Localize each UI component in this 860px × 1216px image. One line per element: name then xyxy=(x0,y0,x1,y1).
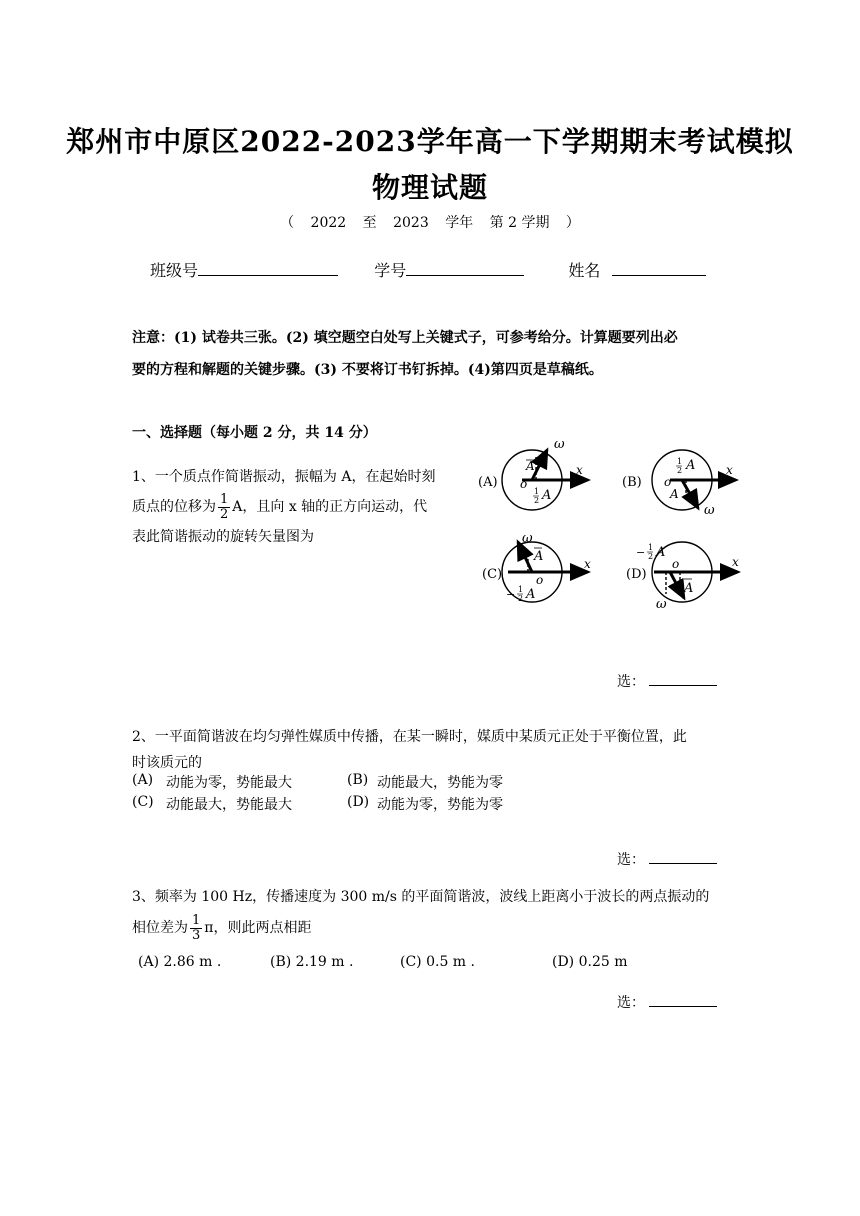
term-open: （ xyxy=(280,215,295,231)
svg-text:2: 2 xyxy=(518,594,524,603)
diagram-d xyxy=(626,542,739,612)
svg-text:ω: ω xyxy=(656,597,667,612)
svg-text:−: − xyxy=(506,588,516,601)
svg-text:A: A xyxy=(686,458,696,473)
rotating-vector-diagrams xyxy=(470,436,750,616)
half-fraction: $\frac{1}{2}$ xyxy=(220,491,229,522)
svg-text:(C): (C) xyxy=(482,567,503,582)
question-3-text xyxy=(132,884,742,946)
q2-option-d-tag[interactable]: (D) xyxy=(347,794,370,810)
term-year-from: 2022 xyxy=(310,215,347,231)
svg-text:A: A xyxy=(670,487,679,501)
q3-answer-blank[interactable] xyxy=(649,994,717,1007)
term-semester: 第 2 学期 xyxy=(489,215,550,231)
svg-text:A: A xyxy=(684,581,694,596)
svg-text:2: 2 xyxy=(648,552,654,561)
svg-text:o: o xyxy=(520,477,528,491)
q1-answer xyxy=(617,671,717,691)
term-school-year: 学年 xyxy=(445,215,474,231)
svg-text:o: o xyxy=(664,475,672,489)
q2-answer-blank[interactable] xyxy=(649,851,717,864)
name-label: 姓名 xyxy=(568,261,601,280)
q1-answer-blank[interactable] xyxy=(649,673,717,686)
q1-line-1: 1、一个质点作简谐振动，振幅为 A，在起始时刻 xyxy=(132,469,436,485)
q1-line-2-post: A，且向 x 轴的正方向运动，代 xyxy=(232,499,428,515)
q2-answer xyxy=(617,849,717,869)
svg-text:ω: ω xyxy=(704,503,715,518)
diagram-c xyxy=(482,531,591,603)
q3-option-a[interactable]: (A) 2.86 m . xyxy=(138,954,222,970)
notice-line-1: 注意：(1) 试卷共三张。(2) 填空题空白处写上关键式子，可参考给分。计算题要列出必 xyxy=(132,330,678,346)
student-id-label: 学号 xyxy=(374,261,407,280)
svg-text:1: 1 xyxy=(648,543,654,552)
q3-option-d[interactable]: (D) 0.25 m xyxy=(552,954,628,970)
q2-line-2: 时该质元的 xyxy=(132,755,202,771)
svg-text:−: − xyxy=(636,546,646,559)
svg-text:1: 1 xyxy=(534,487,540,496)
q2-option-c-tag[interactable]: (C) xyxy=(132,794,154,810)
diagram-a xyxy=(478,437,588,510)
term-to: 至 xyxy=(362,215,377,231)
q2-option-b-tag[interactable]: (B) xyxy=(347,772,369,788)
q2-option-b[interactable]: 动能最大，势能为零 xyxy=(377,775,503,791)
section-heading: 一、选择题（每小题 2 分，共 14 分） xyxy=(132,425,377,441)
svg-text:A: A xyxy=(534,549,544,564)
q1-line-3: 表此简谐振动的旋转矢量图为 xyxy=(132,529,314,545)
student-id-field[interactable] xyxy=(406,259,524,276)
svg-text:ω: ω xyxy=(522,531,533,546)
term-line xyxy=(0,212,860,232)
svg-text:(B): (B) xyxy=(622,475,642,490)
q3-line-2-pre: 相位差为 xyxy=(132,920,188,936)
q3-line-2-post: π，则此两点相距 xyxy=(204,920,312,936)
svg-text:ω: ω xyxy=(554,437,565,452)
svg-text:A: A xyxy=(526,459,535,473)
exam-notice xyxy=(132,322,732,386)
svg-text:2: 2 xyxy=(534,496,540,505)
term-year-to: 2023 xyxy=(393,215,429,231)
svg-text:1: 1 xyxy=(677,457,683,466)
svg-text:(A): (A) xyxy=(478,475,498,490)
q2-option-d[interactable]: 动能为零，势能为零 xyxy=(377,797,503,813)
class-label: 班级号 xyxy=(150,261,199,280)
svg-text:x: x xyxy=(576,463,583,477)
svg-text:A: A xyxy=(656,545,666,560)
q2-choice-label: 选： xyxy=(617,852,645,868)
q3-answer xyxy=(617,992,717,1012)
q3-line-1: 3、频率为 100 Hz，传播速度为 300 m/s 的平面简谐波，波线上距离小于波长的两点振动的 xyxy=(132,889,710,905)
svg-text:A: A xyxy=(526,587,536,602)
svg-text:o: o xyxy=(536,573,544,587)
svg-text:A: A xyxy=(542,488,552,503)
svg-text:(D): (D) xyxy=(626,567,647,582)
question-1-text xyxy=(132,464,462,550)
student-info-fields xyxy=(150,258,706,281)
q3-option-b[interactable]: (B) 2.19 m . xyxy=(270,954,354,970)
svg-text:2: 2 xyxy=(677,466,683,475)
q3-choice-label: 选： xyxy=(617,995,645,1011)
svg-text:x: x xyxy=(726,463,733,477)
question-2-text xyxy=(132,724,742,776)
third-fraction: $\frac{1}{3}$ xyxy=(192,912,201,943)
q3-option-c[interactable]: (C) 0.5 m . xyxy=(400,954,475,970)
name-field[interactable] xyxy=(612,259,706,276)
q2-line-1: 2、一平面简谐波在均匀弹性媒质中传播，在某一瞬时，媒质中某质元正处于平衡位置，此 xyxy=(132,729,687,745)
q2-option-c[interactable]: 动能最大，势能最大 xyxy=(166,797,292,813)
faded-text-strip xyxy=(150,288,570,294)
diagram-b xyxy=(622,450,736,518)
term-close: ） xyxy=(565,215,580,231)
q1-line-2-pre: 质点的位移为 xyxy=(132,499,216,515)
page-title: 郑州市中原区2022-2023学年高一下学期期末考试模拟 xyxy=(66,125,794,158)
svg-text:1: 1 xyxy=(518,585,524,594)
q2-option-a[interactable]: 动能为零，势能最大 xyxy=(166,775,292,791)
svg-text:x: x xyxy=(732,555,739,569)
svg-text:x: x xyxy=(584,557,591,571)
svg-text:o: o xyxy=(672,557,680,571)
q1-choice-label: 选： xyxy=(617,674,645,690)
q2-option-a-tag[interactable]: (A) xyxy=(132,772,154,788)
page-subtitle: 物理试题 xyxy=(371,171,488,204)
class-field[interactable] xyxy=(198,259,338,276)
notice-line-2: 要的方程和解题的关键步骤。(3) 不要将订书钉拆掉。(4)第四页是草稿纸。 xyxy=(132,362,603,378)
